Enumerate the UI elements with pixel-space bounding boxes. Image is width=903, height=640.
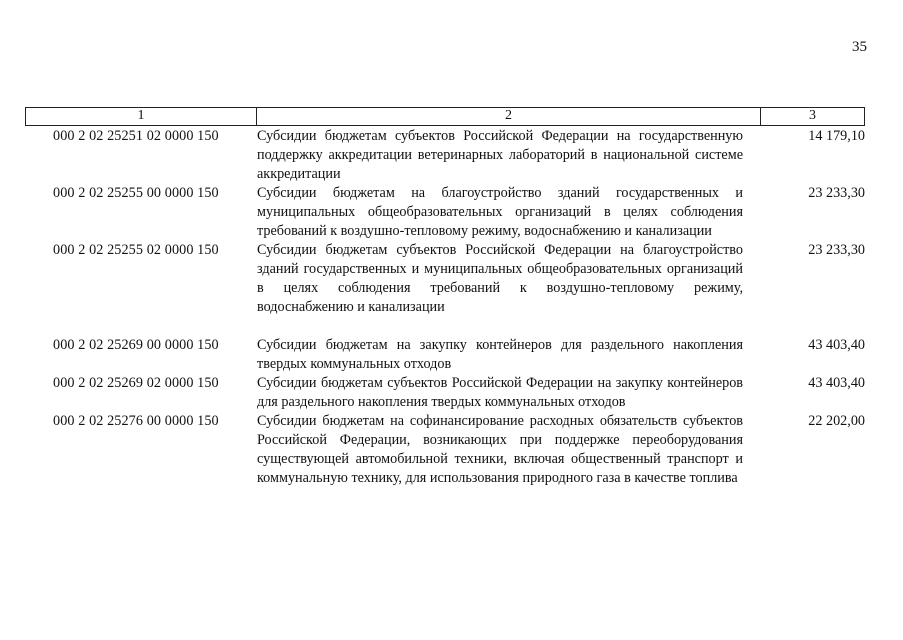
income-code: 000 2 02 25276 00 0000 150 <box>53 413 219 429</box>
income-amount: 23 233,30 <box>808 185 865 201</box>
income-code: 000 2 02 25251 02 0000 150 <box>53 128 219 144</box>
income-code: 000 2 02 25269 02 0000 150 <box>53 375 219 391</box>
row-spacer <box>25 317 865 336</box>
table-row <box>25 127 865 184</box>
income-amount: 43 403,40 <box>808 375 865 391</box>
income-amount: 14 179,10 <box>808 128 865 144</box>
header-column-1: 1 <box>26 108 257 125</box>
header-column-2: 2 <box>257 108 761 125</box>
table-row <box>25 241 865 317</box>
income-amount: 23 233,30 <box>808 242 865 258</box>
income-name: Субсидии бюджетам на софинансирование расходных обязательств субъектов Российской Федерации, возникающих при поддержке переоборудования существующей автомобильной техники, включая общественный транспорт и коммунальную технику, для использования природного газа в качестве топлива <box>257 413 743 486</box>
income-name: Субсидии бюджетам субъектов Российской Федерации на государственную поддержку аккредитации ветеринарных лабораторий в национальной системе аккредитации <box>257 128 743 182</box>
income-amount: 43 403,40 <box>808 337 865 353</box>
table-row <box>25 374 865 412</box>
table-row <box>25 412 865 488</box>
income-code: 000 2 02 25255 00 0000 150 <box>53 185 219 201</box>
income-name: Субсидии бюджетам субъектов Российской Федерации на благоустройство зданий государственных и муниципальных общеобразовательных организаций в целях соблюдения требований к воздушно-тепловому режиму, водоснабжению и канализации <box>257 242 743 315</box>
header-column-3: 3 <box>809 108 816 123</box>
income-code: 000 2 02 25269 00 0000 150 <box>53 337 219 353</box>
page-number: 35 <box>852 39 867 55</box>
table-row <box>25 336 865 374</box>
table-row <box>25 184 865 241</box>
income-name: Субсидии бюджетам на благоустройство зданий государственных и муниципальных общеобразовательных организаций в целях соблюдения требований к воздушно-тепловому режиму, водоснабжению и канализации <box>257 185 743 239</box>
budget-table <box>25 107 865 488</box>
income-name: Субсидии бюджетам субъектов Российской Федерации на закупку контейнеров для раздельного накопления твердых коммунальных отходов <box>257 375 743 410</box>
income-name: Субсидии бюджетам на закупку контейнеров для раздельного накопления твердых коммунальных отходов <box>257 337 743 372</box>
income-amount: 22 202,00 <box>808 413 865 429</box>
table-header-row <box>25 107 865 126</box>
income-code: 000 2 02 25255 02 0000 150 <box>53 242 219 258</box>
